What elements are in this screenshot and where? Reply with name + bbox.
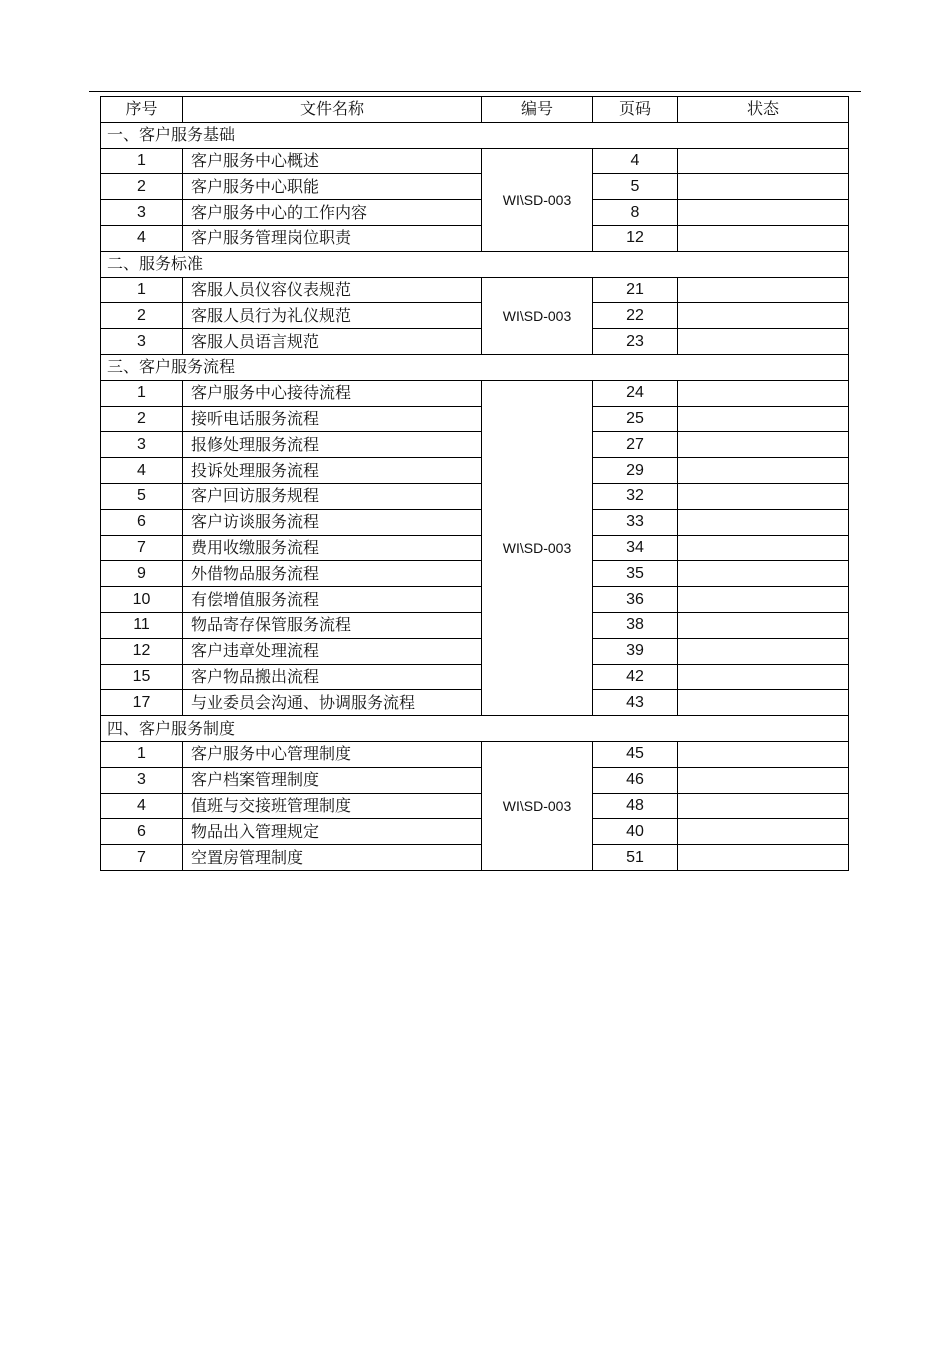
table-row bbox=[101, 483, 849, 509]
row-seq: 3 bbox=[101, 200, 183, 226]
table-row bbox=[101, 561, 849, 587]
row-status bbox=[678, 432, 849, 458]
row-status bbox=[678, 406, 849, 432]
table-row bbox=[101, 277, 849, 303]
row-seq: 1 bbox=[101, 741, 183, 767]
row-page: 24 bbox=[593, 380, 678, 406]
row-seq: 9 bbox=[101, 561, 183, 587]
table-row bbox=[101, 793, 849, 819]
row-name: 客户服务中心接待流程 bbox=[183, 380, 482, 406]
table-row bbox=[101, 225, 849, 251]
row-status bbox=[678, 148, 849, 174]
row-seq: 10 bbox=[101, 587, 183, 613]
row-name: 与业委员会沟通、协调服务流程 bbox=[183, 690, 482, 716]
table-row bbox=[101, 303, 849, 329]
table-row bbox=[101, 638, 849, 664]
row-seq: 6 bbox=[101, 819, 183, 845]
row-seq: 3 bbox=[101, 432, 183, 458]
row-name: 有偿增值服务流程 bbox=[183, 587, 482, 613]
row-status bbox=[678, 741, 849, 767]
row-name: 投诉处理服务流程 bbox=[183, 458, 482, 484]
row-name: 值班与交接班管理制度 bbox=[183, 793, 482, 819]
row-page: 45 bbox=[593, 741, 678, 767]
row-code: WI\SD-003 bbox=[482, 741, 593, 870]
table-row bbox=[101, 329, 849, 355]
table-row bbox=[101, 690, 849, 716]
row-seq: 3 bbox=[101, 767, 183, 793]
row-page: 21 bbox=[593, 277, 678, 303]
row-seq: 15 bbox=[101, 664, 183, 690]
section-row bbox=[101, 716, 849, 742]
section-title: 二、服务标准 bbox=[101, 251, 849, 277]
row-status bbox=[678, 587, 849, 613]
header-code: 编号 bbox=[482, 97, 593, 123]
row-page: 23 bbox=[593, 329, 678, 355]
row-name: 客户物品搬出流程 bbox=[183, 664, 482, 690]
section-row bbox=[101, 354, 849, 380]
row-name: 客户服务中心职能 bbox=[183, 174, 482, 200]
row-seq: 11 bbox=[101, 612, 183, 638]
row-page: 34 bbox=[593, 535, 678, 561]
row-status bbox=[678, 277, 849, 303]
row-seq: 17 bbox=[101, 690, 183, 716]
row-status bbox=[678, 535, 849, 561]
row-name: 客服人员行为礼仪规范 bbox=[183, 303, 482, 329]
row-page: 39 bbox=[593, 638, 678, 664]
row-seq: 6 bbox=[101, 509, 183, 535]
row-page: 35 bbox=[593, 561, 678, 587]
row-status bbox=[678, 174, 849, 200]
section-row bbox=[101, 251, 849, 277]
table-row bbox=[101, 380, 849, 406]
row-name: 物品出入管理规定 bbox=[183, 819, 482, 845]
table-row bbox=[101, 458, 849, 484]
row-page: 33 bbox=[593, 509, 678, 535]
header-rule bbox=[89, 91, 861, 92]
row-status bbox=[678, 612, 849, 638]
row-seq: 4 bbox=[101, 793, 183, 819]
row-page: 4 bbox=[593, 148, 678, 174]
row-name: 客户服务中心管理制度 bbox=[183, 741, 482, 767]
table-header-row bbox=[101, 97, 849, 123]
row-name: 客户服务管理岗位职责 bbox=[183, 225, 482, 251]
document-index-table bbox=[100, 96, 849, 871]
table-row bbox=[101, 819, 849, 845]
section-title: 三、客户服务流程 bbox=[101, 354, 849, 380]
row-status bbox=[678, 329, 849, 355]
row-name: 客服人员语言规范 bbox=[183, 329, 482, 355]
row-name: 客服人员仪容仪表规范 bbox=[183, 277, 482, 303]
row-page: 22 bbox=[593, 303, 678, 329]
row-page: 46 bbox=[593, 767, 678, 793]
row-name: 费用收缴服务流程 bbox=[183, 535, 482, 561]
header-name: 文件名称 bbox=[183, 97, 482, 123]
table-row bbox=[101, 535, 849, 561]
table-row bbox=[101, 741, 849, 767]
row-seq: 1 bbox=[101, 277, 183, 303]
row-status bbox=[678, 767, 849, 793]
table-row bbox=[101, 406, 849, 432]
row-page: 12 bbox=[593, 225, 678, 251]
row-name: 物品寄存保管服务流程 bbox=[183, 612, 482, 638]
row-seq: 3 bbox=[101, 329, 183, 355]
table-row bbox=[101, 664, 849, 690]
row-page: 48 bbox=[593, 793, 678, 819]
table-row bbox=[101, 432, 849, 458]
row-status bbox=[678, 200, 849, 226]
row-seq: 5 bbox=[101, 483, 183, 509]
row-seq: 4 bbox=[101, 458, 183, 484]
table-row bbox=[101, 612, 849, 638]
section-title: 四、客户服务制度 bbox=[101, 716, 849, 742]
row-status bbox=[678, 561, 849, 587]
row-name: 外借物品服务流程 bbox=[183, 561, 482, 587]
header-page: 页码 bbox=[593, 97, 678, 123]
row-page: 51 bbox=[593, 845, 678, 871]
row-page: 29 bbox=[593, 458, 678, 484]
row-status bbox=[678, 819, 849, 845]
row-seq: 7 bbox=[101, 845, 183, 871]
row-page: 40 bbox=[593, 819, 678, 845]
table-body bbox=[101, 122, 849, 870]
row-page: 36 bbox=[593, 587, 678, 613]
row-seq: 7 bbox=[101, 535, 183, 561]
header-seq: 序号 bbox=[101, 97, 183, 123]
row-name: 接听电话服务流程 bbox=[183, 406, 482, 432]
row-status bbox=[678, 664, 849, 690]
row-page: 32 bbox=[593, 483, 678, 509]
row-seq: 4 bbox=[101, 225, 183, 251]
table-row bbox=[101, 148, 849, 174]
row-status bbox=[678, 380, 849, 406]
row-seq: 1 bbox=[101, 380, 183, 406]
row-status bbox=[678, 509, 849, 535]
section-title: 一、客户服务基础 bbox=[101, 122, 849, 148]
table-row bbox=[101, 200, 849, 226]
row-page: 5 bbox=[593, 174, 678, 200]
row-status bbox=[678, 845, 849, 871]
table-row bbox=[101, 587, 849, 613]
row-page: 42 bbox=[593, 664, 678, 690]
row-code: WI\SD-003 bbox=[482, 148, 593, 251]
table-row bbox=[101, 509, 849, 535]
row-name: 客户违章处理流程 bbox=[183, 638, 482, 664]
row-seq: 1 bbox=[101, 148, 183, 174]
row-page: 38 bbox=[593, 612, 678, 638]
row-code: WI\SD-003 bbox=[482, 380, 593, 715]
row-code: WI\SD-003 bbox=[482, 277, 593, 354]
row-name: 客户回访服务规程 bbox=[183, 483, 482, 509]
row-seq: 2 bbox=[101, 406, 183, 432]
row-seq: 12 bbox=[101, 638, 183, 664]
row-status bbox=[678, 483, 849, 509]
row-status bbox=[678, 458, 849, 484]
row-page: 8 bbox=[593, 200, 678, 226]
row-page: 27 bbox=[593, 432, 678, 458]
section-row bbox=[101, 122, 849, 148]
row-page: 43 bbox=[593, 690, 678, 716]
row-status bbox=[678, 793, 849, 819]
header-status: 状态 bbox=[678, 97, 849, 123]
row-page: 25 bbox=[593, 406, 678, 432]
row-seq: 2 bbox=[101, 174, 183, 200]
row-seq: 2 bbox=[101, 303, 183, 329]
row-name: 报修处理服务流程 bbox=[183, 432, 482, 458]
row-status bbox=[678, 225, 849, 251]
row-status bbox=[678, 690, 849, 716]
row-name: 客户档案管理制度 bbox=[183, 767, 482, 793]
row-name: 客户访谈服务流程 bbox=[183, 509, 482, 535]
table-row bbox=[101, 767, 849, 793]
row-name: 客户服务中心概述 bbox=[183, 148, 482, 174]
table-row bbox=[101, 174, 849, 200]
row-status bbox=[678, 638, 849, 664]
table-row bbox=[101, 845, 849, 871]
row-name: 空置房管理制度 bbox=[183, 845, 482, 871]
row-name: 客户服务中心的工作内容 bbox=[183, 200, 482, 226]
row-status bbox=[678, 303, 849, 329]
